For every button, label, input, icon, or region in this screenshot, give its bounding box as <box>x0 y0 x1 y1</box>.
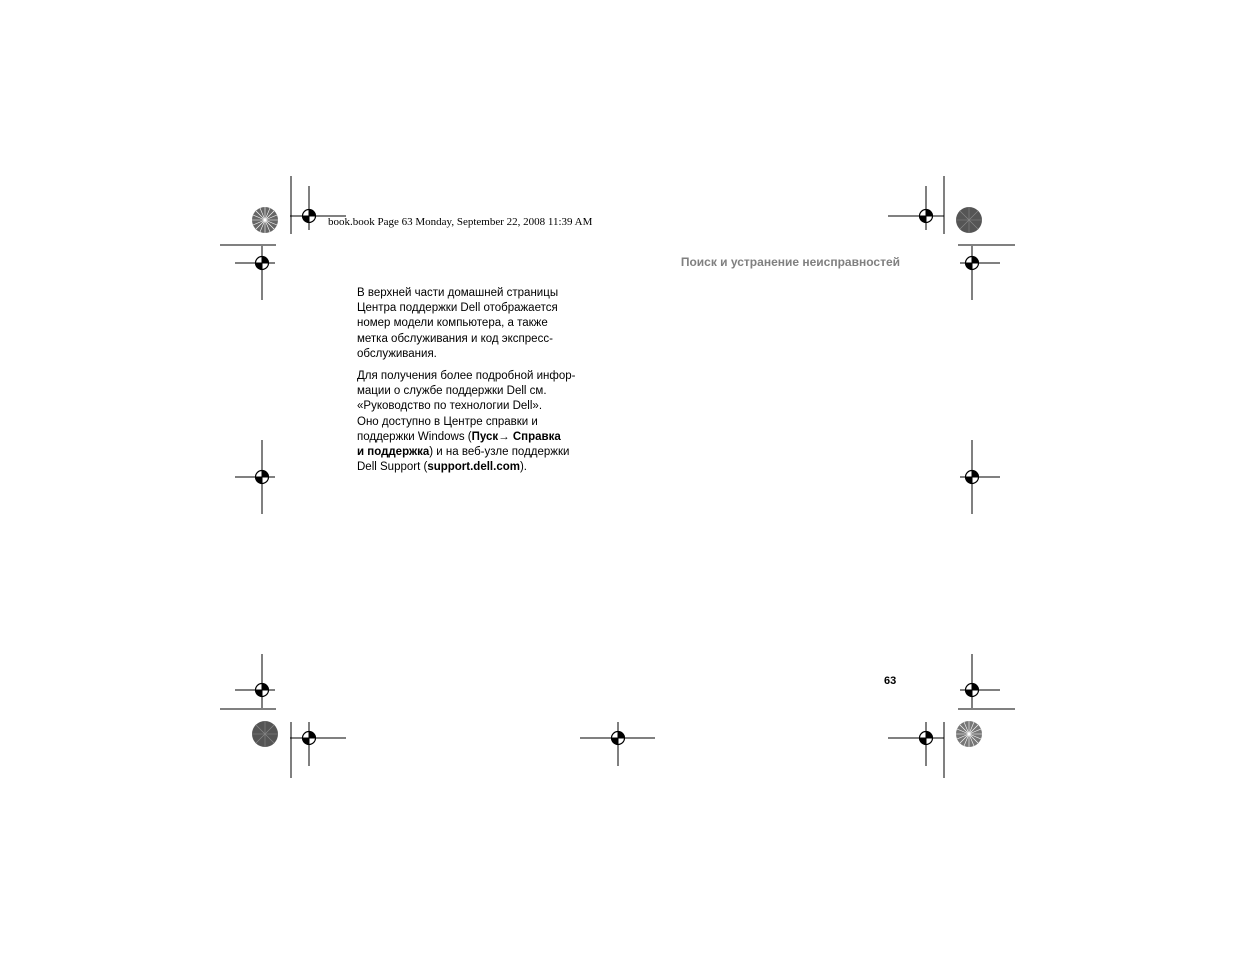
text-line <box>357 430 597 445</box>
text-line: обслуживания. <box>357 347 437 360</box>
slug-line: book.book Page 63 Monday, September 22, 2008 11:39 AM <box>328 216 593 228</box>
registration-mark-icon <box>920 210 933 223</box>
support-url: support.dell.com <box>427 461 520 474</box>
registration-mark-icon <box>256 684 269 697</box>
registration-mark-icon <box>256 257 269 270</box>
menu-path-start: Пуск <box>471 430 499 443</box>
registration-mark-icon <box>920 732 933 745</box>
paragraph-2 <box>357 369 597 475</box>
text-run: Dell Support ( <box>357 461 428 474</box>
text-line: В верхней части домашней страницы <box>357 287 559 299</box>
text-line: «Руководство по технологии Dell». <box>357 400 543 413</box>
text-line <box>357 460 597 475</box>
star-target-icon <box>956 207 982 233</box>
arrow-icon: → <box>498 430 510 443</box>
text-line: Центра поддержки Dell отображается <box>357 302 558 315</box>
registration-mark-icon <box>966 257 979 270</box>
text-line: номер модели компьютера, а также <box>357 317 548 330</box>
body-text <box>357 286 597 482</box>
registration-mark-icon <box>256 471 269 484</box>
registration-mark-icon <box>612 732 625 745</box>
registration-mark-icon <box>303 732 316 745</box>
star-target-icon <box>252 721 278 747</box>
registration-mark-icon <box>966 471 979 484</box>
paragraph-1 <box>357 286 597 362</box>
text-run: ). <box>519 461 527 474</box>
text-line: метка обслуживания и код экспресс- <box>357 332 553 345</box>
star-target-icon <box>252 207 278 233</box>
text-run: ) и на веб-узле поддержки <box>429 446 570 459</box>
menu-path-support: и поддержка <box>357 446 430 459</box>
text-line: мации о службе поддержки Dell см. <box>357 385 547 398</box>
text-line: Для получения более подробной инфор- <box>357 370 576 383</box>
running-header: Поиск и устранение неисправностей <box>680 255 900 269</box>
menu-path-help: Справка <box>509 430 561 443</box>
page-number: 63 <box>884 675 897 687</box>
registration-mark-icon <box>303 210 316 223</box>
registration-mark-icon <box>966 684 979 697</box>
text-line <box>357 445 597 460</box>
star-target-icon <box>956 721 982 747</box>
text-run: поддержки Windows ( <box>357 430 472 443</box>
text-line: Оно доступно в Центре справки и <box>357 415 538 428</box>
